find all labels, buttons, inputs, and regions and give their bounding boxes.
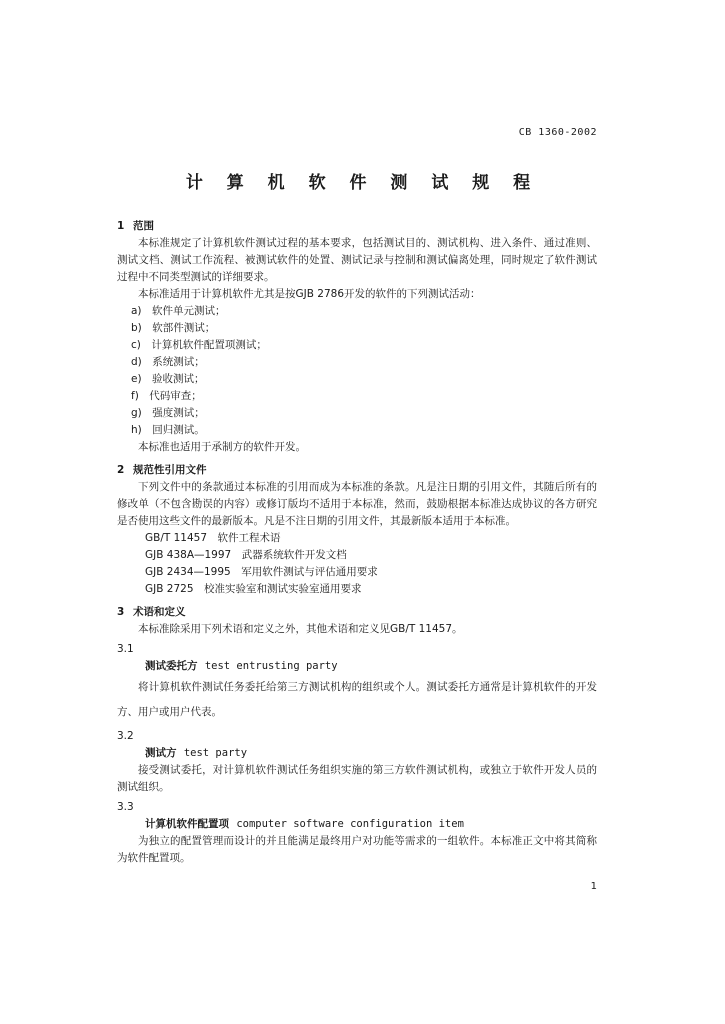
document-body [117,212,597,867]
paragraph: 本标准规定了计算机软件测试过程的基本要求，包括测试目的、测试机构、进入条件、通过准则、测试文档、测试工作流程、被测试软件的处置、测试记录与控制和测试偏离处理，同时规定了软件测试过程中不同类型测试的详细要求。 [117,237,597,283]
section-title: 范围 [133,220,154,232]
list-item: g) 强度测试； [131,407,205,419]
section-title: 规范性引用文件 [133,464,207,476]
term-definition: 将计算机软件测试任务委托给第三方测试机构的组织或个人。测试委托方通常是计算机软件的开发方、用户或用户代表。 [117,681,597,718]
section-1-heading [117,218,597,235]
term-heading [117,658,597,675]
term-english: test party [183,747,248,759]
section-number: 2 [117,464,125,476]
clause-number: 3.2 [117,730,134,742]
list-item: b) 软部件测试； [131,322,216,334]
section-title: 术语和定义 [133,606,186,618]
clause-number: 3.1 [117,643,134,655]
term-english: computer software configuration item [236,818,464,830]
section-2-heading [117,462,597,479]
list-item: d) 系统测试； [131,356,205,368]
term-heading [117,745,597,762]
section-number: 1 [117,220,125,232]
list-item: f) 代码审查； [131,390,202,402]
term-chinese: 测试委托方 [145,660,198,672]
term-definition: 为独立的配置管理而设计的并且能满足最终用户对功能等需求的一组软件。本标准正文中将其简称为软件配置项。 [117,835,597,864]
section-number: 3 [117,606,125,618]
reference-item: GJB 438A—1997 武器系统软件开发文档 [145,549,347,561]
list-item: a) 软件单元测试； [131,305,226,317]
paragraph: 下列文件中的条款通过本标准的引用而成为本标准的条款。凡是注日期的引用文件，其随后所有的修改单（不包含勘误的内容）或修订版均不适用于本标准，然而，鼓励根据本标准达成协议的各方研究是否使用这些文件的最新版本。凡是不注日期的引用文件，其最新版本适用于本标准。 [117,481,597,527]
reference-item: GB/T 11457 软件工程术语 [145,532,281,544]
term-chinese: 计算机软件配置项 [145,818,229,830]
paragraph: 本标准除采用下列术语和定义之外，其他术语和定义见GB/T 11457。 [138,623,463,635]
term-heading [117,816,597,833]
paragraph: 本标准适用于计算机软件尤其是按GJB 2786开发的软件的下列测试活动： [138,288,481,300]
term-definition: 接受测试委托，对计算机软件测试任务组织实施的第三方软件测试机构，或独立于软件开发人员的测试组织。 [117,764,597,793]
term-chinese: 测试方 [145,747,177,759]
page-number: 1 [590,881,597,892]
list-item: h) 回归测试。 [131,424,205,436]
term-english: test entrusting party [204,660,338,672]
clause-number: 3.3 [117,801,134,813]
section-3-heading [117,604,597,621]
reference-item: GJB 2434—1995 军用软件测试与评估通用要求 [145,566,378,578]
reference-item: GJB 2725 校准实验室和测试实验室通用要求 [145,583,362,595]
list-item: c) 计算机软件配置项测试； [131,339,267,351]
standard-number: CB 1360-2002 [518,127,597,138]
document-title: 计 算 机 软 件 测 试 规 程 [185,173,540,193]
list-item: e) 验收测试； [131,373,205,385]
paragraph: 本标准也适用于承制方的软件开发。 [138,441,306,453]
